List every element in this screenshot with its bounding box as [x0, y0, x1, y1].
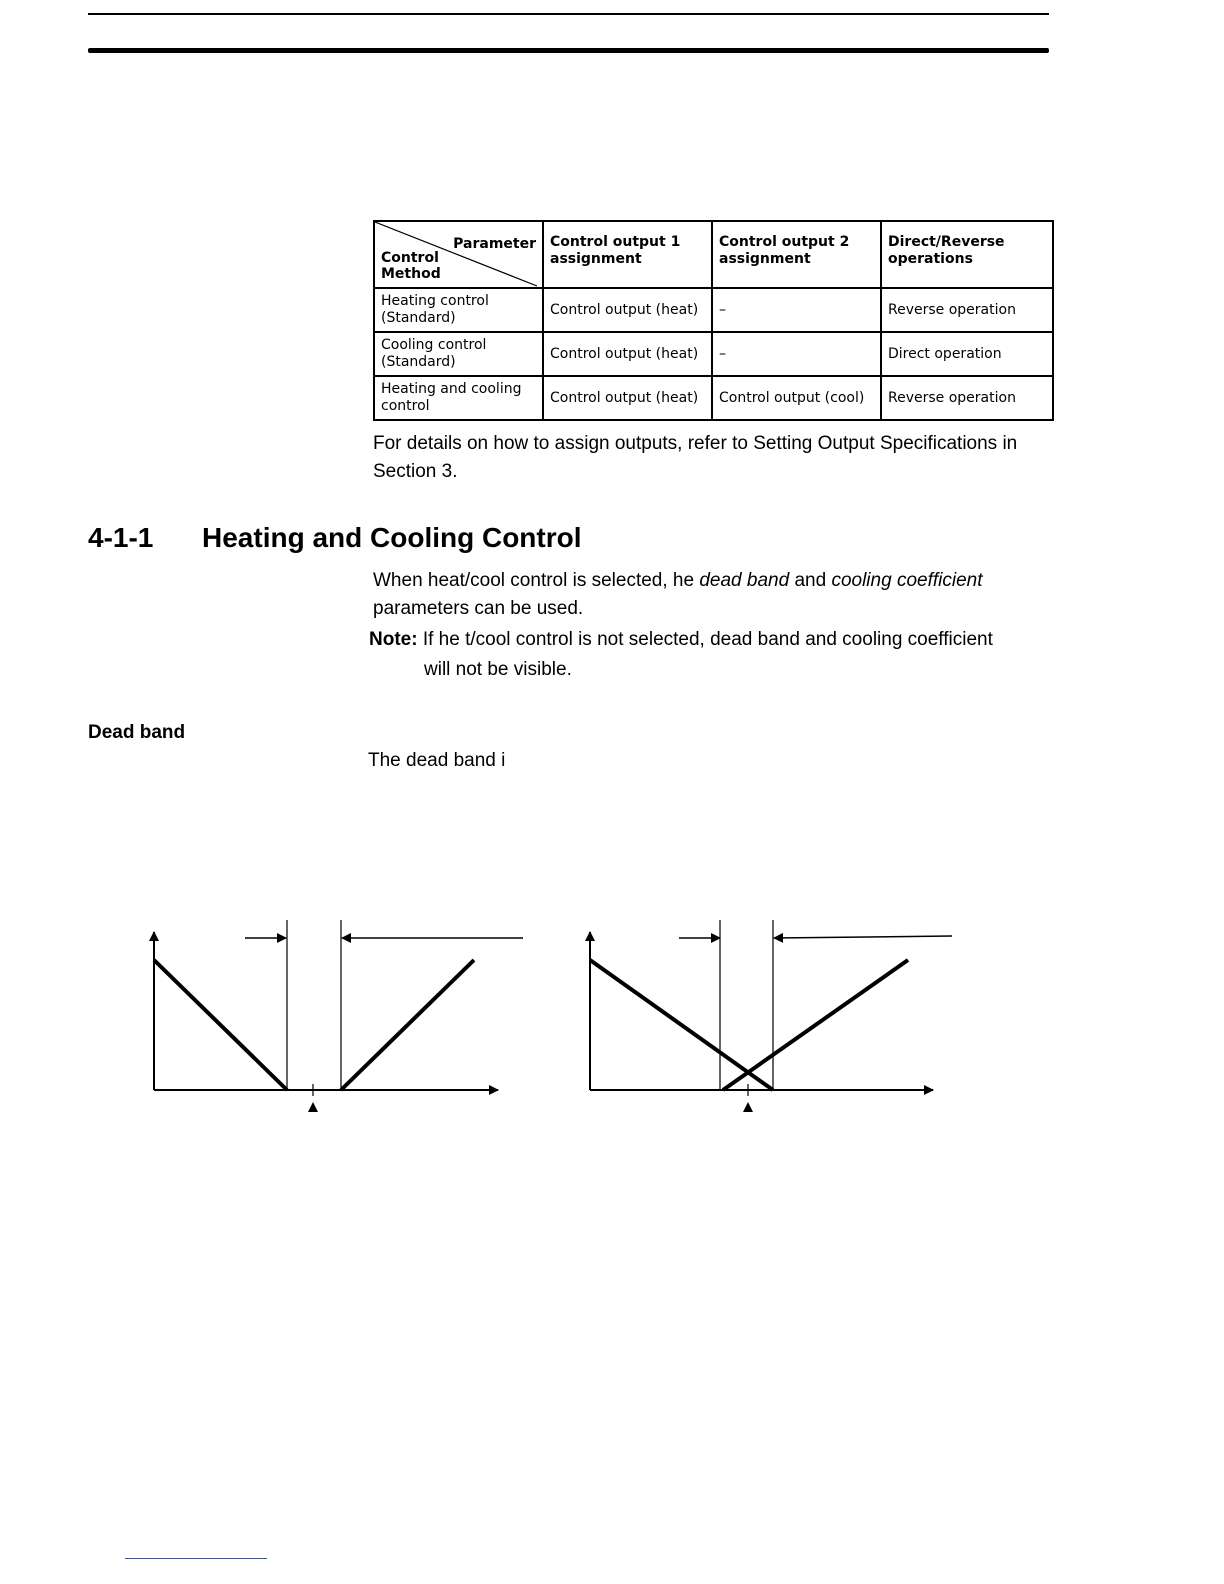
intro-paragraph: When heat/cool control is selected, he dead band and cooling coefficient parameters can be used.: [373, 570, 983, 619]
table-cell: Heating and cooling control: [374, 376, 543, 420]
table-header-row: [374, 221, 1053, 288]
table-cell: Control output (heat): [543, 288, 712, 332]
table-cell: Direct operation: [881, 332, 1053, 376]
header-rule-thin: [88, 13, 1049, 15]
dead-band-text: The dead band i: [368, 750, 506, 771]
parameter-label: Parameter: [453, 236, 536, 252]
section-title-text: Heating and Cooling Control: [202, 522, 582, 553]
table-cell: Reverse operation: [881, 376, 1053, 420]
dead-band-arrow-right: [774, 936, 952, 938]
table-cell: Control output (heat): [543, 376, 712, 420]
column-header: Control output 2 assignment: [712, 221, 881, 288]
cooling-line: [723, 960, 908, 1090]
table-row: [374, 332, 1053, 376]
note-paragraph: Note: If he t/cool control is not selected, dead band and cooling coefficient will not be visible.: [369, 629, 993, 680]
footer-link-underline: [125, 1558, 267, 1559]
table-cell: Cooling control (Standard): [374, 332, 543, 376]
table-cell: Reverse operation: [881, 288, 1053, 332]
header-rule-thick: [88, 48, 1049, 53]
section-title: [88, 522, 582, 554]
note-label: Note:: [369, 629, 418, 650]
output-assignment-table: [373, 220, 1054, 421]
table-cell: Control output (cool): [712, 376, 881, 420]
table-row: [374, 288, 1053, 332]
section-number: 4-1-1: [88, 522, 154, 553]
set-point-marker: [308, 1102, 318, 1112]
table-cell: Control output (heat): [543, 332, 712, 376]
diagonal-header-cell: [374, 221, 543, 288]
details-paragraph: For details on how to assign outputs, refer to Setting Output Specifications in Section 3.: [373, 433, 1018, 482]
column-header: Direct/Reverse operations: [881, 221, 1053, 288]
cooling-line: [341, 960, 474, 1090]
table-row: [374, 376, 1053, 420]
heating-line: [590, 960, 773, 1090]
dead-band-diagram-positive: [140, 912, 540, 1122]
control-method-label: Control Method: [381, 250, 441, 282]
set-point-marker: [743, 1102, 753, 1112]
dead-band-diagram-negative: [575, 912, 975, 1122]
heating-line: [154, 960, 287, 1090]
table-cell: Heating control (Standard): [374, 288, 543, 332]
dead-band-heading: Dead band: [88, 722, 186, 743]
table-cell: –: [712, 288, 881, 332]
table-cell: –: [712, 332, 881, 376]
column-header: Control output 1 assignment: [543, 221, 712, 288]
